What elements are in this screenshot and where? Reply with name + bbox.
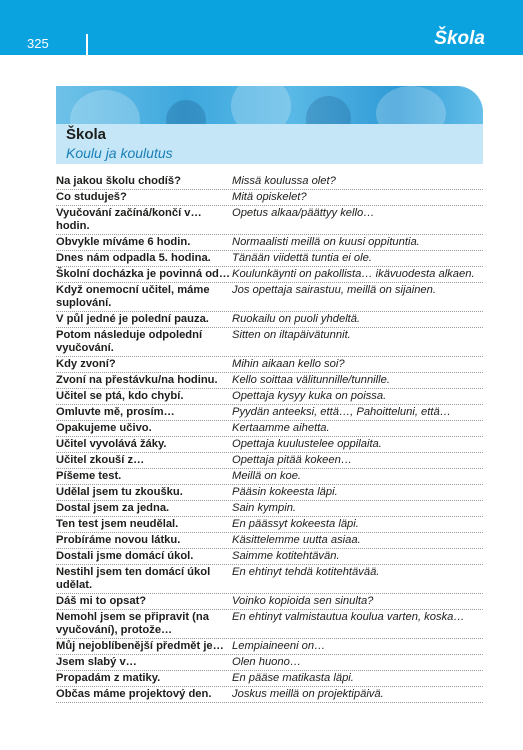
phrase-list — [56, 174, 483, 703]
finnish-translation: En ehtinyt tehdä kotitehtävää. — [232, 566, 380, 578]
phrase-row — [56, 517, 483, 533]
finnish-translation: Voinko kopioida sen sinulta? — [232, 595, 374, 607]
phrase-row — [56, 485, 483, 501]
czech-phrase: Opakujeme učivo. — [56, 422, 152, 434]
finnish-translation: Mihin aikaan kello soi? — [232, 358, 345, 370]
czech-phrase: Co studuješ? — [56, 191, 127, 203]
phrase-row — [56, 594, 483, 610]
czech-phrase: Dáš mi to opsat? — [56, 595, 147, 607]
czech-phrase: Dnes nám odpadla 5. hodina. — [56, 252, 211, 264]
czech-phrase: Nemohl jsem se připravit (na vyučování), protože… — [56, 611, 209, 636]
finnish-translation: Saimme kotitehtävän. — [232, 550, 340, 562]
phrase-row — [56, 533, 483, 549]
finnish-translation: Mitä opiskelet? — [232, 191, 307, 203]
phrase-row — [56, 453, 483, 469]
czech-phrase: Nestihl jsem ten domácí úkol udělat. — [56, 566, 211, 591]
finnish-translation: Käsittelemme uutta asiaa. — [232, 534, 361, 546]
czech-phrase: V půl jedné je polední pauza. — [56, 313, 209, 325]
finnish-translation: Opettaja pitää kokeen… — [232, 454, 353, 466]
finnish-translation: Kello soittaa välitunnille/tunnille. — [232, 374, 390, 386]
phrase-row — [56, 267, 483, 283]
finnish-translation: Olen huono… — [232, 656, 302, 668]
phrase-row — [56, 565, 483, 594]
finnish-translation: Missä koulussa olet? — [232, 175, 336, 187]
czech-phrase: Školní docházka je povinná od… — [56, 268, 231, 280]
phrase-row — [56, 405, 483, 421]
page-number: 325 — [27, 36, 49, 51]
phrase-row — [56, 190, 483, 206]
finnish-translation: Joskus meillä on projektipäivä. — [232, 688, 384, 700]
czech-phrase: Potom následuje odpolední vyučování. — [56, 329, 203, 354]
czech-phrase: Učitel se ptá, kdo chybí. — [56, 390, 184, 402]
finnish-translation: Pääsin kokeesta läpi. — [232, 486, 338, 498]
phrase-row — [56, 251, 483, 267]
phrase-row — [56, 687, 483, 703]
finnish-translation: Lempiaineeni on… — [232, 640, 326, 652]
czech-phrase: Udělal jsem tu zkoušku. — [56, 486, 183, 498]
phrase-row — [56, 357, 483, 373]
czech-phrase: Dostali jsme domácí úkol. — [56, 550, 194, 562]
czech-phrase: Propadám z matiky. — [56, 672, 161, 684]
phrase-row — [56, 235, 483, 251]
finnish-translation: Sain kympin. — [232, 502, 297, 514]
finnish-translation: Meillä on koe. — [232, 470, 302, 482]
czech-phrase: Učitel vyvolává žáky. — [56, 438, 167, 450]
phrase-row — [56, 206, 483, 235]
czech-phrase: Na jakou školu chodíš? — [56, 175, 181, 187]
phrase-row — [56, 328, 483, 357]
header-divider — [86, 34, 88, 55]
finnish-translation: Kertaamme aihetta. — [232, 422, 330, 434]
chapter-title: Škola — [434, 28, 485, 49]
finnish-translation: Jos opettaja sairastuu, meillä on sijainen. — [232, 284, 436, 296]
finnish-translation: En pääse matikasta läpi. — [232, 672, 354, 684]
czech-phrase: Můj nejoblíbenější předmět je… — [56, 640, 224, 652]
section-title: Škola — [66, 126, 107, 143]
finnish-translation: Opettaja kysyy kuka on poissa. — [232, 390, 387, 402]
czech-phrase: Omluvte mě, prosím… — [56, 406, 175, 418]
czech-phrase: Učitel zkouší z… — [56, 454, 145, 466]
phrase-row — [56, 437, 483, 453]
czech-phrase: Jsem slabý v… — [56, 656, 137, 668]
section-title-box — [56, 124, 483, 164]
phrase-row — [56, 639, 483, 655]
czech-phrase: Občas máme projektový den. — [56, 688, 212, 700]
finnish-translation: Koulunkäynti on pakollista… ikävuodesta alkaen. — [232, 268, 475, 280]
phrase-row — [56, 421, 483, 437]
finnish-translation: Opettaja kuulustelee oppilaita. — [232, 438, 382, 450]
phrase-row — [56, 373, 483, 389]
czech-phrase: Vyučování začíná/končí v… hodin. — [56, 207, 202, 232]
phrase-row — [56, 501, 483, 517]
finnish-translation: En päässyt kokeesta läpi. — [232, 518, 359, 530]
phrase-row — [56, 469, 483, 485]
czech-phrase: Ten test jsem neudělal. — [56, 518, 179, 530]
czech-phrase: Píšeme test. — [56, 470, 122, 482]
czech-phrase: Probíráme novou látku. — [56, 534, 181, 546]
czech-phrase: Kdy zvoní? — [56, 358, 116, 370]
phrase-row — [56, 671, 483, 687]
section-subtitle: Koulu ja koulutus — [66, 145, 173, 161]
czech-phrase: Zvoní na přestávku/na hodinu. — [56, 374, 218, 386]
phrase-row — [56, 283, 483, 312]
finnish-translation: Opetus alkaa/päättyy kello… — [232, 207, 375, 219]
phrase-row — [56, 610, 483, 639]
finnish-translation: Tänään viidettä tuntia ei ole. — [232, 252, 372, 264]
phrase-row — [56, 655, 483, 671]
phrase-row — [56, 549, 483, 565]
czech-phrase: Dostal jsem za jedna. — [56, 502, 170, 514]
finnish-translation: Ruokailu on puoli yhdeltä. — [232, 313, 361, 325]
czech-phrase: Když onemocní učitel, máme suplování. — [56, 284, 210, 309]
finnish-translation: Sitten on iltapäivätunnit. — [232, 329, 351, 341]
czech-phrase: Obvykle míváme 6 hodin. — [56, 236, 191, 248]
phrase-row — [56, 389, 483, 405]
phrase-row — [56, 174, 483, 190]
finnish-translation: Pyydän anteeksi, että…, Pahoitteluni, että… — [232, 406, 451, 418]
phrase-row — [56, 312, 483, 328]
finnish-translation: En ehtinyt valmistautua koulua varten, koska… — [232, 611, 465, 623]
finnish-translation: Normaalisti meillä on kuusi oppituntia. — [232, 236, 420, 248]
